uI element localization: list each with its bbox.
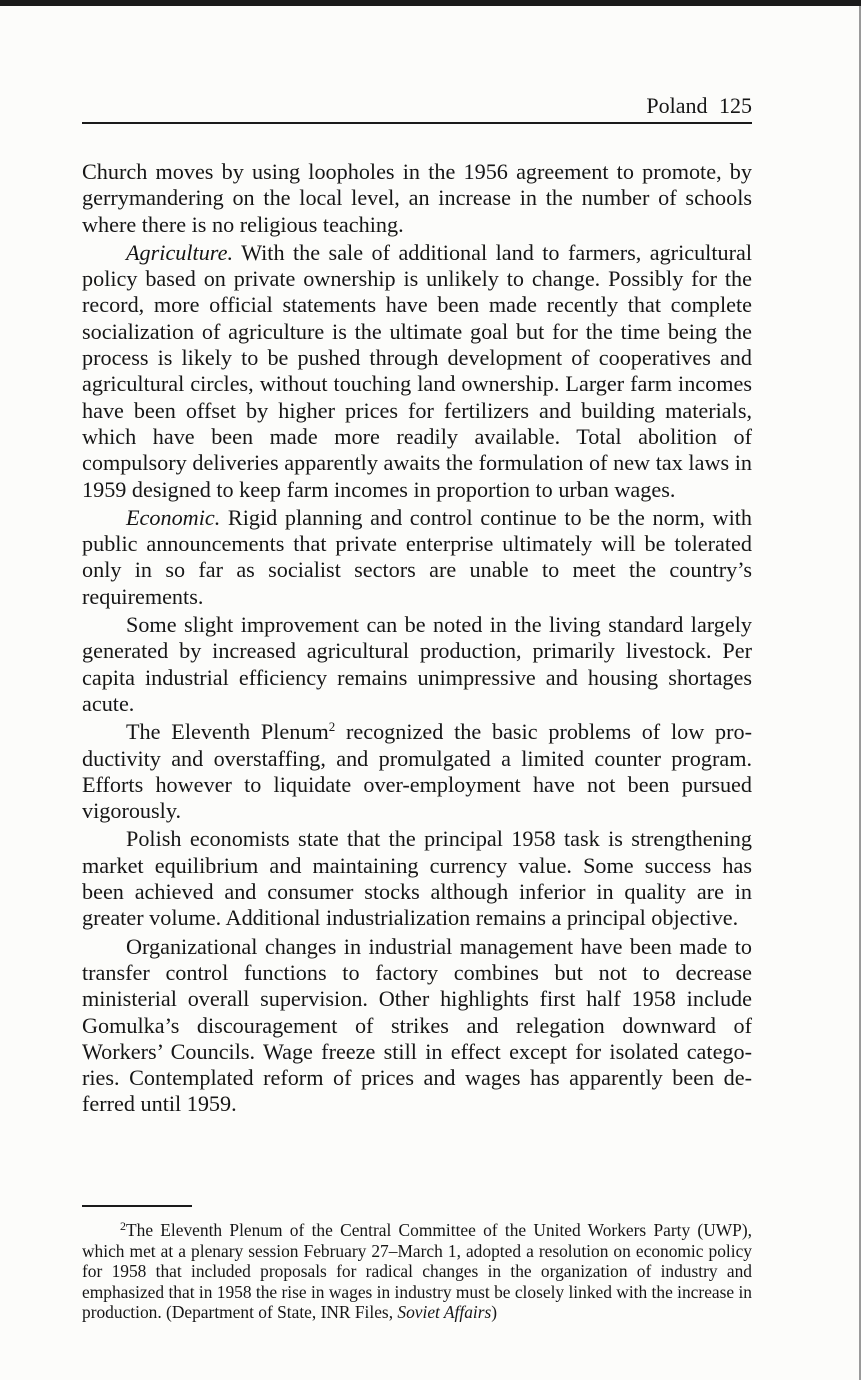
footnote-reference[interactable]: 2: [328, 719, 336, 735]
paragraph-eleventh-plenum: [82, 719, 752, 824]
paragraph-polish-economists: Polish economists state that the principal 1958 task is strengthening market equilibrium and maintaining currency value. Some success has been achieved and consumer stocks although inferior in quality are in greater volume. Additional industrialization remains a principal objective.: [82, 826, 752, 931]
paragraph-church: Church moves by using loopholes in the 1956 agreement to promote, by gerrymandering on the local level, an increase in the number of schools where there is no religious teaching.: [82, 159, 752, 237]
paragraph-plenum-start: The Eleventh Plenum: [126, 719, 329, 745]
footnote-marker: 2: [120, 1219, 126, 1233]
running-head: [82, 92, 752, 120]
footnote: [82, 1220, 752, 1323]
section-label-economic: Economic.: [126, 504, 221, 530]
footnote-closing: ): [491, 1302, 498, 1323]
paragraph-economic-text: Rigid planning and control continue to be the norm, with public announcements that private enterprise ultimately will be tolerated only in so far as socialist sectors are unable to meet the country’s requirements.: [82, 504, 752, 609]
paragraph-economic: [82, 505, 752, 610]
paragraph-agriculture-text: With the sale of additional land to farmers, agricultural policy based on private ownership is unlikely to change. Possibly for the record, more official statements have been made recently that complete socialization of agriculture is the ultimate goal but for the time being the process is likely to be pushed through development of cooperatives and agricultural circles, without touching land ownership. Larger farm incomes have been offset by higher prices for fertilizers and building materials, which have been made more readily available. Total abolition of compulsory deliveries apparently awaits the formulation of new tax laws in 1959 designed to keep farm incomes in proportion to urban wages.: [82, 239, 752, 502]
page-number: 125: [719, 93, 752, 118]
page-top-edge: [0, 0, 861, 6]
paragraph-living-standard: Some slight improvement can be noted in the living standard largely generated by increased agricultural production, primarily livestock. Per capita industrial efficiency remains unimpressive and housing shortages acute.: [82, 612, 752, 716]
paragraph-organizational-changes: Organizational changes in industrial management have been made to transfer control functions to factory combines but not to decrease ministerial overall supervision. Other highlights first half 1958 include Gomulka’s discouragement of strikes and relegation downward of Workers’ Councils. Wage freeze still in effect except for isolated categories. Contemplated reform of prices and wages has apparently been deferred until 1959.: [82, 933, 752, 1117]
footnote-body: The Eleventh Plenum of the Central Committee of the United Workers Party (UWP), which met at a plenary session February 27–March 1, adopted a resolution on economic policy for 1958 that included proposals for radical changes in the organization of industry and emphasized that in 1958 the rise in wages in industry must be closely linked with the increase in production. (Department of State, INR Files,: [82, 1220, 752, 1323]
section-label-agriculture: Agriculture.: [126, 239, 234, 265]
paragraph-agriculture: [82, 240, 752, 503]
footnote-rule: [82, 1205, 192, 1207]
header-rule: [82, 122, 752, 124]
footnote-text: [82, 1220, 752, 1323]
footnote-source-title: Soviet Affairs: [397, 1302, 492, 1323]
paragraph-plenum-rest: recognized the basic problems of low productivity and overstaffing, and promulgated a limited counter program. Efforts however to liquidate over-employment have not been pursued vigorously.: [82, 719, 752, 824]
main-text: [82, 159, 752, 1120]
running-title: Poland: [646, 93, 708, 118]
